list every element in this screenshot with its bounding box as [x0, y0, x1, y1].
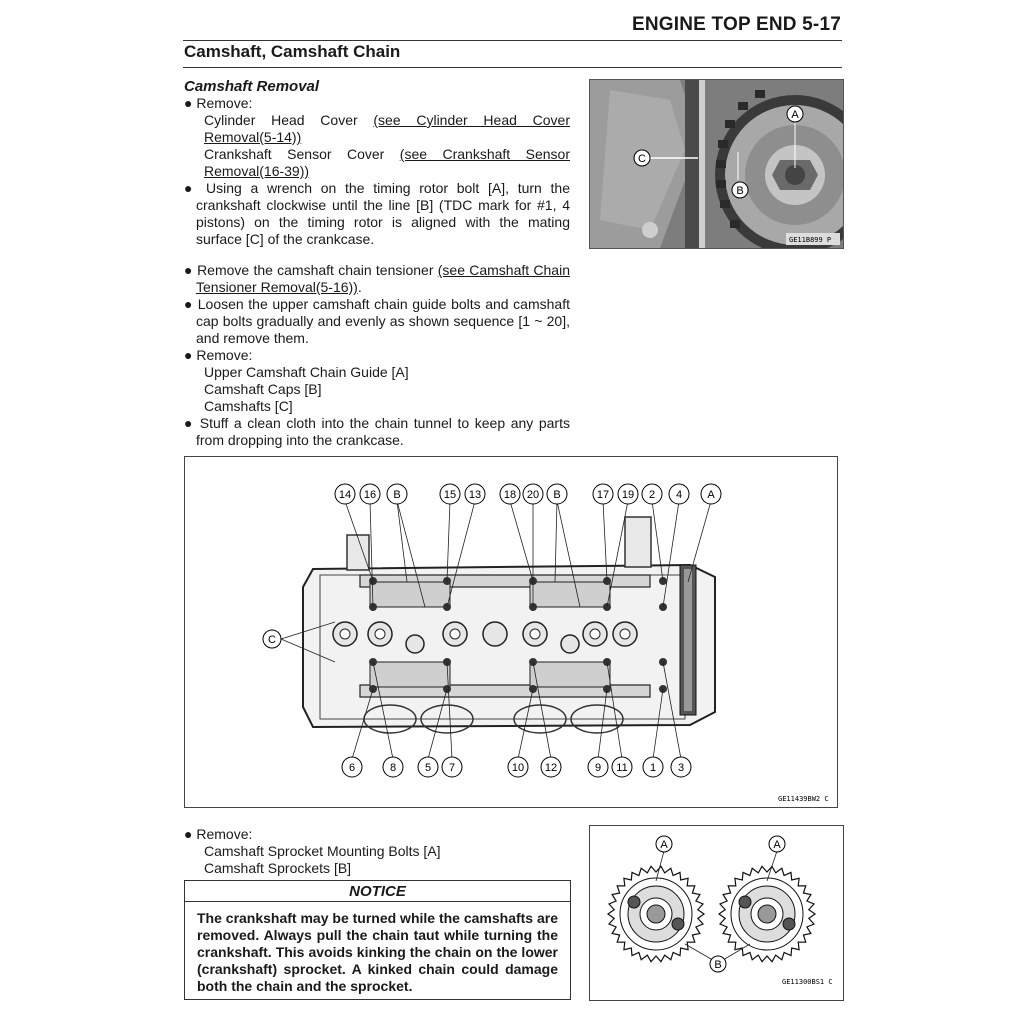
subsection-title: Camshaft Removal — [184, 78, 320, 95]
remove-step-1: ● Remove: — [184, 95, 253, 111]
notice-body: The crankshaft may be turned while the camshafts are removed. Always pull the chain taut while turning the crankshaft. This avoids kinking the chain on the lower (crankshaft) sprocket. A kinked chain could damage both the chain and the sprocket. — [197, 910, 559, 994]
callout-top-13 — [465, 484, 485, 504]
photo-code: GE11B899 P — [789, 236, 832, 244]
callout-top-15 — [440, 484, 460, 504]
sprocket-bolt — [628, 896, 640, 908]
svg-text:10: 10 — [511, 762, 525, 774]
svg-text:20: 20 — [526, 489, 540, 501]
link-crankshaft-sensor[interactable]: (see Crankshaft Sensor Removal(16-39)) — [204, 146, 570, 179]
svg-text:C: C — [638, 153, 646, 165]
photo-label-b — [732, 182, 748, 198]
sprocket-bolt — [739, 896, 751, 908]
diagram-bottom-labels — [342, 757, 691, 777]
loosen-step: ● Loosen the upper camshaft chain guide bolts and camshaft cap bolts gradually and evenly as shown sequence [1 ~ 20], and remove them. — [184, 296, 570, 346]
sprocket-bolt — [783, 918, 795, 930]
svg-text:B: B — [714, 959, 722, 971]
section-rule — [183, 67, 842, 68]
svg-text:12: 12 — [544, 762, 558, 774]
svg-text:2: 2 — [648, 489, 656, 501]
svg-text:B: B — [393, 489, 401, 501]
svg-text:7: 7 — [448, 762, 456, 774]
svg-text:4: 4 — [675, 489, 683, 501]
sprocket-label-a2 — [769, 836, 785, 852]
callout-top-17 — [593, 484, 613, 504]
notice-box — [184, 880, 571, 1000]
svg-text:A: A — [707, 489, 715, 501]
sprocket-label-a1 — [656, 836, 672, 852]
tensioner-step: ● Remove the camshaft chain tensioner (see Camshaft Chain Tensioner Removal(5-16)). — [184, 262, 570, 295]
sprocket-diagram — [589, 825, 844, 1001]
svg-text:6: 6 — [348, 762, 356, 774]
callout-top-19 — [618, 484, 638, 504]
link-chain-tensioner[interactable]: (see Camshaft Chain Tensioner Removal(5-16)) — [196, 262, 570, 295]
header-rule — [183, 40, 842, 41]
timing-rotor-photo — [589, 79, 844, 249]
svg-text:16: 16 — [363, 489, 377, 501]
svg-text:1: 1 — [649, 762, 657, 774]
steps-block-3 — [184, 826, 570, 877]
remove-step-2: ● Remove: — [184, 347, 253, 363]
remove-item: Camshaft Sprocket Mounting Bolts [A] — [204, 843, 441, 859]
svg-text:A: A — [791, 109, 799, 121]
svg-text:14: 14 — [338, 489, 352, 501]
svg-text:A: A — [660, 839, 668, 851]
callout-bottom-8 — [383, 757, 403, 777]
cylinder-head-diagram — [184, 456, 838, 808]
remove-item: Upper Camshaft Chain Guide [A] — [204, 364, 409, 380]
diagram-code: GE11439BW2 C — [778, 795, 829, 803]
svg-text:19: 19 — [621, 489, 635, 501]
sprocket-code: GE11300BS1 C — [782, 978, 833, 986]
callout-bottom-11 — [612, 757, 632, 777]
page-header-title: ENGINE TOP END 5-17 — [632, 14, 841, 35]
remove-item-cylinder-head-cover: Cylinder Head Cover (see Cylinder Head Cover Removal(5-14)) — [204, 112, 570, 145]
svg-text:B: B — [553, 489, 561, 501]
callout-bottom-6 — [342, 757, 362, 777]
wrench-step: ● Using a wrench on the timing rotor bolt [A], turn the crankshaft clockwise until the line [B] (TDC mark for #1, 4 pistons) on the timing rotor is aligned with the mating surface [C] of the crankcase. — [184, 180, 570, 247]
callout-top-4 — [669, 484, 689, 504]
svg-text:3: 3 — [677, 762, 685, 774]
callout-top-20 — [523, 484, 543, 504]
callout-top-a — [701, 484, 721, 504]
svg-text:17: 17 — [596, 489, 610, 501]
diagram-top-labels — [335, 484, 721, 504]
remove-step-3: ● Remove: — [184, 826, 253, 842]
callout-bottom-7 — [442, 757, 462, 777]
callout-bottom-9 — [588, 757, 608, 777]
svg-text:11: 11 — [616, 762, 628, 774]
callout-top-16 — [360, 484, 380, 504]
notice-title: NOTICE — [185, 881, 570, 902]
steps-block-1 — [184, 95, 570, 248]
remove-item: Camshaft Caps [B] — [204, 381, 322, 397]
photo-label-a — [787, 106, 803, 122]
callout-top-b — [547, 484, 567, 504]
sprocket-label-b — [710, 956, 726, 972]
cloth-step: ● Stuff a clean cloth into the chain tunnel to keep any parts from dropping into the crankcase. — [184, 415, 570, 448]
steps-block-2 — [184, 262, 570, 449]
diagram-label-c — [263, 630, 281, 648]
svg-text:A: A — [773, 839, 781, 851]
link-cylinder-head-cover[interactable]: (see Cylinder Head Cover Removal(5-14)) — [204, 112, 570, 145]
remove-item: Camshaft Sprockets [B] — [204, 860, 352, 876]
svg-text:B: B — [736, 185, 744, 197]
svg-text:5: 5 — [424, 762, 432, 774]
photo-label-c — [634, 150, 650, 166]
remove-item: Camshafts [C] — [204, 398, 293, 414]
svg-text:15: 15 — [443, 489, 457, 501]
svg-text:18: 18 — [503, 489, 517, 501]
svg-text:13: 13 — [468, 489, 482, 501]
section-title: Camshaft, Camshaft Chain — [184, 42, 401, 61]
callout-bottom-1 — [643, 757, 663, 777]
svg-text:C: C — [268, 634, 276, 646]
callout-bottom-3 — [671, 757, 691, 777]
remove-item-crankshaft-sensor-cover: Crankshaft Sensor Cover (see Crankshaft Sensor Removal(16-39)) — [204, 146, 570, 179]
callout-top-2 — [642, 484, 662, 504]
callout-top-18 — [500, 484, 520, 504]
callout-top-b — [387, 484, 407, 504]
callout-top-14 — [335, 484, 355, 504]
callout-bottom-10 — [508, 757, 528, 777]
sprocket-bolt — [672, 918, 684, 930]
svg-text:8: 8 — [389, 762, 397, 774]
callout-bottom-5 — [418, 757, 438, 777]
svg-text:9: 9 — [594, 762, 602, 774]
callout-bottom-12 — [541, 757, 561, 777]
